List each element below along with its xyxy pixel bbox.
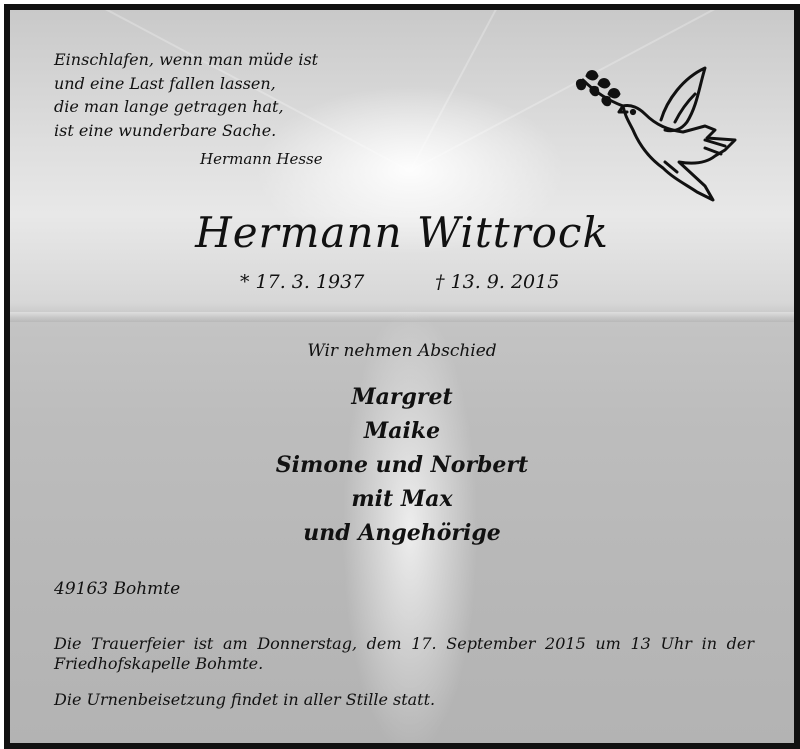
birth-date: * 17. 3. 1937 xyxy=(240,271,365,293)
mourner-name: Margret xyxy=(351,384,453,410)
dove-with-olive-branch-icon xyxy=(565,60,740,205)
poem-line: Einschlafen, wenn man müde ist xyxy=(54,50,319,69)
mourner-name: Simone und Norbert xyxy=(275,452,529,478)
mourner-name: und Angehörige xyxy=(303,520,501,546)
funeral-service-notice: Die Trauerfeier ist am Donnerstag, dem 17. September 2015 um 13 Uhr in der Friedhofskapelle Bohmte. xyxy=(54,634,754,673)
mourners-list xyxy=(10,380,794,550)
farewell-line: Wir nehmen Abschied xyxy=(307,341,497,361)
deceased-name: Hermann Wittrock xyxy=(195,208,609,257)
death-date: † 13. 9. 2015 xyxy=(435,271,560,293)
city-line: 49163 Bohmte xyxy=(54,579,181,599)
obituary-card xyxy=(4,4,800,749)
poem xyxy=(54,48,318,142)
poem-line: die man lange getragen hat, xyxy=(54,97,284,116)
burial-notice: Die Urnenbeisetzung findet in aller Stille statt. xyxy=(54,690,436,709)
mourner-name: Maike xyxy=(363,418,441,444)
mourner-name: mit Max xyxy=(351,486,453,512)
poem-line: ist eine wunderbare Sache. xyxy=(54,120,277,140)
sea-horizon xyxy=(10,312,794,322)
poem-line: und eine Last fallen lassen, xyxy=(54,73,276,93)
poem-author: Hermann Hesse xyxy=(200,150,323,168)
sun-ray xyxy=(409,4,552,171)
